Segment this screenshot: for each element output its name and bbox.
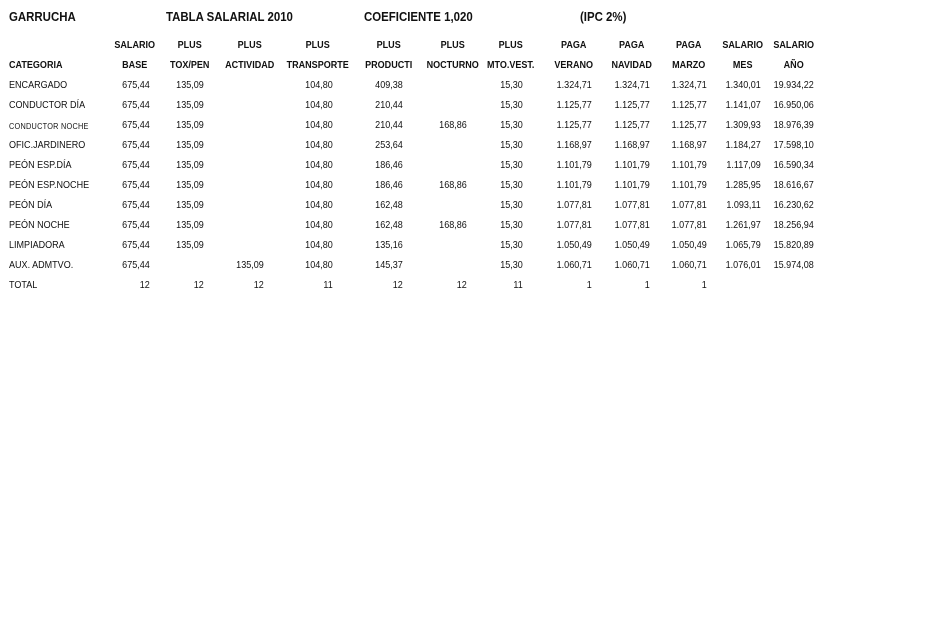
column-header-bottom: VERANO xyxy=(554,59,594,71)
value-cell: 15,30 xyxy=(500,79,523,91)
value-cell: 15.974,08 xyxy=(773,259,814,271)
value-cell: 135,09 xyxy=(176,199,204,211)
category-cell: CONDUCTOR NOCHE xyxy=(9,121,89,131)
category-cell: PEÓN ESP.NOCHE xyxy=(9,179,90,191)
value-cell: 1.050,49 xyxy=(556,239,592,251)
value-cell: 104,80 xyxy=(305,179,333,191)
value-cell: 675,44 xyxy=(122,79,150,91)
value-cell: 12 xyxy=(456,279,467,291)
value-cell: 145,37 xyxy=(375,259,403,271)
value-cell: 1 xyxy=(701,279,707,291)
value-cell: 15,30 xyxy=(500,239,523,251)
column-header-top: PAGA xyxy=(676,39,702,51)
column-header-top: PLUS xyxy=(237,39,263,51)
value-cell: 168,86 xyxy=(439,179,467,191)
value-cell: 1.060,71 xyxy=(614,259,650,271)
value-cell: 12 xyxy=(193,279,204,291)
value-cell: 1.077,81 xyxy=(556,219,592,231)
value-cell: 675,44 xyxy=(122,199,150,211)
column-header-bottom: MTO.VEST. xyxy=(487,59,535,71)
column-header-top: PLUS xyxy=(376,39,402,51)
value-cell: 1.077,81 xyxy=(556,199,592,211)
column-header-categoria: CATEGORIA xyxy=(9,59,63,71)
value-cell: 675,44 xyxy=(122,259,150,271)
value-cell: 15,30 xyxy=(500,139,523,151)
category-cell: PEÓN NOCHE xyxy=(9,219,70,231)
value-cell: 104,80 xyxy=(305,219,333,231)
coefficient-label: COEFICIENTE 1,020 xyxy=(364,9,473,24)
value-cell: 675,44 xyxy=(122,159,150,171)
value-cell: 1.261,97 xyxy=(725,219,761,231)
column-header-bottom: BASE xyxy=(122,59,148,71)
value-cell: 11 xyxy=(513,279,523,291)
value-cell: 1.324,71 xyxy=(671,79,707,91)
value-cell: 135,09 xyxy=(236,259,264,271)
value-cell: 1.324,71 xyxy=(614,79,650,91)
value-cell: 1.077,81 xyxy=(671,199,707,211)
value-cell: 1.340,01 xyxy=(725,79,761,91)
ipc-label: (IPC 2%) xyxy=(580,9,627,24)
value-cell: 1.141,07 xyxy=(725,99,761,111)
value-cell: 15,30 xyxy=(500,99,523,111)
value-cell: 135,09 xyxy=(176,79,204,91)
value-cell: 1.060,71 xyxy=(556,259,592,271)
value-cell: 104,80 xyxy=(305,199,333,211)
column-header-top: PLUS xyxy=(440,39,466,51)
column-header-top: PLUS xyxy=(177,39,203,51)
value-cell: 12 xyxy=(253,279,264,291)
value-cell: 18.616,67 xyxy=(773,179,814,191)
category-cell: PEÓN ESP.DÍA xyxy=(9,159,72,171)
column-header-top: PLUS xyxy=(305,39,331,51)
value-cell: 1.101,79 xyxy=(671,159,707,171)
value-cell: 15.820,89 xyxy=(773,239,814,251)
value-cell: 1.101,79 xyxy=(614,159,650,171)
value-cell: 1.076,01 xyxy=(725,259,761,271)
value-cell: 1.117,09 xyxy=(726,159,761,171)
value-cell: 12 xyxy=(392,279,403,291)
value-cell: 18.976,39 xyxy=(773,119,814,131)
value-cell: 1.065,79 xyxy=(725,239,761,251)
value-cell: 104,80 xyxy=(305,99,333,111)
value-cell: 168,86 xyxy=(439,119,467,131)
value-cell: 675,44 xyxy=(122,239,150,251)
value-cell: 1.093,11 xyxy=(726,199,761,211)
value-cell: 186,46 xyxy=(375,159,403,171)
value-cell: 1.101,79 xyxy=(614,179,650,191)
value-cell: 1.125,77 xyxy=(614,119,650,131)
value-cell: 12 xyxy=(139,279,150,291)
value-cell: 135,09 xyxy=(176,239,204,251)
value-cell: 1.125,77 xyxy=(671,99,707,111)
column-header-top: PLUS xyxy=(498,39,524,51)
value-cell: 104,80 xyxy=(305,159,333,171)
value-cell: 11 xyxy=(323,279,333,291)
value-cell: 186,46 xyxy=(375,179,403,191)
value-cell: 675,44 xyxy=(122,219,150,231)
value-cell: 1.125,77 xyxy=(556,119,592,131)
value-cell: 675,44 xyxy=(122,139,150,151)
value-cell: 409,38 xyxy=(375,79,403,91)
value-cell: 16.950,06 xyxy=(773,99,814,111)
column-header-top: SALARIO xyxy=(773,39,815,51)
value-cell: 15,30 xyxy=(500,219,523,231)
value-cell: 135,09 xyxy=(176,219,204,231)
value-cell: 1.077,81 xyxy=(614,219,650,231)
value-cell: 1 xyxy=(586,279,592,291)
value-cell: 104,80 xyxy=(305,79,333,91)
value-cell: 104,80 xyxy=(305,139,333,151)
value-cell: 675,44 xyxy=(122,179,150,191)
column-header-bottom: TOX/PEN xyxy=(170,59,210,71)
value-cell: 1.101,79 xyxy=(556,159,592,171)
value-cell: 1.184,27 xyxy=(725,139,761,151)
value-cell: 135,09 xyxy=(176,159,204,171)
value-cell: 1.125,77 xyxy=(614,99,650,111)
value-cell: 104,80 xyxy=(305,239,333,251)
value-cell: 19.934,22 xyxy=(773,79,814,91)
value-cell: 135,09 xyxy=(176,179,204,191)
value-cell: 1.077,81 xyxy=(671,219,707,231)
column-header-bottom: TRANSPORTE xyxy=(286,59,350,71)
table-title: TABLA SALARIAL 2010 xyxy=(166,9,293,24)
value-cell: 16.590,34 xyxy=(773,159,814,171)
value-cell: 135,09 xyxy=(176,139,204,151)
category-cell: PEÓN DÍA xyxy=(9,199,53,211)
value-cell: 17.598,10 xyxy=(773,139,814,151)
total-label: TOTAL xyxy=(9,279,38,291)
value-cell: 1.324,71 xyxy=(556,79,592,91)
column-header-bottom: ACTIVIDAD xyxy=(225,59,275,71)
column-header-bottom: AÑO xyxy=(783,59,805,71)
company-name: GARRUCHA xyxy=(9,9,76,24)
value-cell: 15,30 xyxy=(500,259,523,271)
value-cell: 675,44 xyxy=(122,99,150,111)
value-cell: 15,30 xyxy=(500,179,523,191)
value-cell: 1.050,49 xyxy=(671,239,707,251)
column-header-top: PAGA xyxy=(619,39,645,51)
column-header-bottom: MES xyxy=(733,59,753,71)
value-cell: 15,30 xyxy=(500,159,523,171)
column-header-bottom: PRODUCTI xyxy=(365,59,413,71)
value-cell: 16.230,62 xyxy=(773,199,814,211)
column-header-bottom: MARZO xyxy=(672,59,706,71)
value-cell: 1.101,79 xyxy=(671,179,707,191)
category-cell: CONDUCTOR DÍA xyxy=(9,99,86,111)
value-cell: 253,64 xyxy=(375,139,403,151)
value-cell: 1.168,97 xyxy=(671,139,707,151)
category-cell: AUX. ADMTVO. xyxy=(9,259,74,271)
column-header-top: SALARIO xyxy=(114,39,156,51)
column-header-bottom: NOCTURNO xyxy=(426,59,480,71)
value-cell: 162,48 xyxy=(375,219,403,231)
value-cell: 135,16 xyxy=(375,239,403,251)
value-cell: 1.101,79 xyxy=(556,179,592,191)
value-cell: 135,09 xyxy=(176,119,204,131)
category-cell: ENCARGADO xyxy=(9,79,68,91)
value-cell: 210,44 xyxy=(375,119,403,131)
value-cell: 15,30 xyxy=(500,119,523,131)
value-cell: 15,30 xyxy=(500,199,523,211)
category-cell: LIMPIADORA xyxy=(9,239,65,251)
value-cell: 1.285,95 xyxy=(725,179,761,191)
value-cell: 675,44 xyxy=(122,119,150,131)
value-cell: 1.309,93 xyxy=(725,119,761,131)
value-cell: 104,80 xyxy=(305,119,333,131)
value-cell: 1.125,77 xyxy=(556,99,592,111)
column-header-top: PAGA xyxy=(561,39,587,51)
value-cell: 1.168,97 xyxy=(614,139,650,151)
value-cell: 1.060,71 xyxy=(671,259,707,271)
value-cell: 1.168,97 xyxy=(556,139,592,151)
value-cell: 1.050,49 xyxy=(614,239,650,251)
value-cell: 135,09 xyxy=(176,99,204,111)
category-cell: OFIC.JARDINERO xyxy=(9,139,86,151)
value-cell: 18.256,94 xyxy=(773,219,814,231)
value-cell: 162,48 xyxy=(375,199,403,211)
column-header-bottom: NAVIDAD xyxy=(611,59,653,71)
value-cell: 1.077,81 xyxy=(614,199,650,211)
column-header-top: SALARIO xyxy=(722,39,764,51)
value-cell: 210,44 xyxy=(375,99,403,111)
value-cell: 168,86 xyxy=(439,219,467,231)
value-cell: 104,80 xyxy=(305,259,333,271)
value-cell: 1 xyxy=(644,279,650,291)
value-cell: 1.125,77 xyxy=(671,119,707,131)
